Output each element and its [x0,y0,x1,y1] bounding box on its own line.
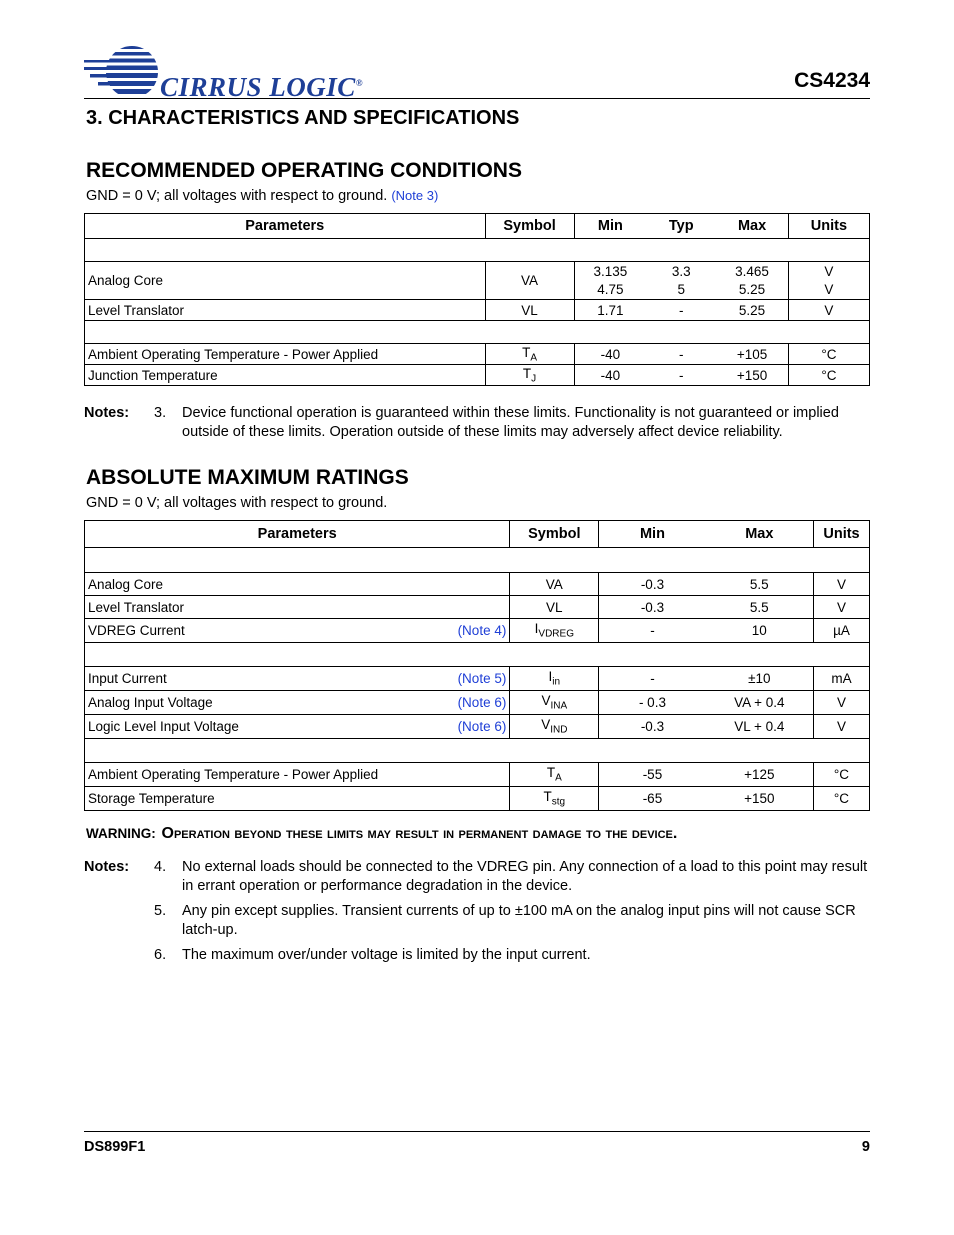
max-cell: 5.5 [706,573,814,596]
note-text: The maximum over/under voltage is limited by the input current. [182,947,591,963]
units-cell: µA [813,619,869,643]
col-header: Parameters [85,214,486,239]
units-cell: °C [788,344,869,365]
table-row [85,763,870,787]
min-cell: - [599,667,706,691]
min-cell: -0.3 [599,573,706,596]
typ-cell: - [646,344,716,365]
table-row [85,365,870,386]
col-header: Units [813,521,869,548]
max-cell: +105 [716,344,788,365]
group-row [85,643,870,667]
part-number: CS4234 [794,69,870,92]
max-cell: VA + 0.4 [706,691,814,715]
symbol-cell: $T_A$ [510,763,599,787]
param-cell: Logic Level Input Voltage (Note 6) [85,715,510,739]
note-number: 4. [154,859,167,875]
table-header [85,521,870,548]
col-header: Parameters [85,521,510,548]
max-cell: 5.25 [716,300,788,321]
param-cell: Junction Temperature [85,365,486,386]
note-5-link[interactable]: (Note 5) [457,671,507,686]
logo-wordmark: CIRRUS LOGIC® [160,72,364,102]
max-cell: +150 [716,365,788,386]
typ-cell: - [646,300,716,321]
symbol-cell: VA [485,262,574,300]
table-row [85,262,870,300]
max-cell: 5.5 [706,596,814,619]
symbol-cell: $V_{INA}$ [510,691,599,715]
col-header: Max [706,521,814,548]
typ-cell: 3.3 5 [646,262,716,300]
max-cell: 3.465 5.25 [716,262,788,300]
max-cell: VL + 0.4 [706,715,814,739]
symbol-cell: $I_{VDREG}$ [510,619,599,643]
symbol-cell: $T_{stg}$ [510,787,599,811]
param-cell: Storage Temperature [85,787,510,811]
table-row [85,573,870,596]
units-cell: mA [813,667,869,691]
symbol-cell: VL [510,596,599,619]
units-cell: °C [788,365,869,386]
min-cell: - [599,619,706,643]
min-cell: -0.3 [599,596,706,619]
param-cell: Analog Core [85,262,486,300]
roc-notes [84,404,874,448]
note-text: Device functional operation is guaranteed within these limits. Functionality is not guaranteed or implied outside of these limits. Operation outside of these limits may adversely affect device reliability. [182,405,839,440]
units-cell: V [813,691,869,715]
table-row [85,667,870,691]
roc-subtext: GND = 0 V; all voltages with respect to ground. (Note 3) [86,188,439,204]
note-number: 3. [154,405,167,421]
roc-heading: RECOMMENDED OPERATING CONDITIONS [86,159,522,182]
max-cell: ±10 [706,667,814,691]
roc-table [84,213,870,386]
symbol-cell: $T_J$ [485,365,574,386]
note-3-link[interactable]: (Note 3) [391,188,439,203]
param-cell: Analog Input Voltage (Note 6) [85,691,510,715]
note-item [84,946,874,965]
note-4-link[interactable]: (Note 4) [457,623,507,638]
page-number: 9 [861,1139,870,1155]
table-row [85,787,870,811]
col-header: Symbol [485,214,574,239]
notes-label: Notes: [84,859,130,875]
col-header: Max [716,214,788,239]
table-row [85,619,870,643]
units-cell: V [813,573,869,596]
min-cell: 3.135 4.75 [574,262,646,300]
table-row [85,691,870,715]
min-cell: 1.71 [574,300,646,321]
col-header: Typ [646,214,716,239]
col-header: Min [599,521,706,548]
min-cell: -0.3 [599,715,706,739]
units-cell: V [813,596,869,619]
units-cell: V [813,715,869,739]
document-id: DS899F1 [84,1139,146,1155]
amr-notes [84,858,874,971]
note-item [84,858,874,896]
param-cell: Analog Core [85,573,510,596]
note-item [84,404,874,442]
table-header [85,214,870,239]
col-header: Min [574,214,646,239]
note-text: Any pin except supplies. Transient currents of up to ±100 mA on the analog input pins will not cause SCR latch-up. [182,903,856,938]
max-cell: 10 [706,619,814,643]
note-number: 5. [154,903,167,919]
group-row [85,239,870,262]
param-cell: Level Translator [85,596,510,619]
param-cell: Level Translator [85,300,486,321]
param-cell: Input Current (Note 5) [85,667,510,691]
header-rule [84,98,870,99]
note-text: No external loads should be connected to the VDREG pin. Any connection of a load to this point may result in errant operation or performance degradation in the device. [182,859,868,894]
section-title: 3. CHARACTERISTICS AND SPECIFICATIONS [86,107,520,129]
note-number: 6. [154,947,167,963]
min-cell: -55 [599,763,706,787]
table-row [85,715,870,739]
units-cell: V V [788,262,869,300]
param-cell: Ambient Operating Temperature - Power Applied [85,763,510,787]
group-row [85,739,870,763]
group-row [85,548,870,573]
symbol-cell: VL [485,300,574,321]
max-cell: +150 [706,787,814,811]
table-row [85,300,870,321]
col-header: Units [788,214,869,239]
min-cell: -65 [599,787,706,811]
table-row [85,344,870,365]
typ-cell: - [646,365,716,386]
warning-text: WARNING: Operation beyond these limits may result in permanent damage to the device. [86,825,678,842]
max-cell: +125 [706,763,814,787]
group-row [85,321,870,344]
amr-heading: ABSOLUTE MAXIMUM RATINGS [86,466,409,489]
units-cell: °C [813,787,869,811]
symbol-cell: $T_A$ [485,344,574,365]
table-row [85,596,870,619]
notes-label: Notes: [84,405,130,421]
param-cell: VDREG Current (Note 4) [85,619,510,643]
footer-rule [84,1131,870,1132]
amr-subtext: GND = 0 V; all voltages with respect to ground. [86,495,388,511]
min-cell: - 0.3 [599,691,706,715]
units-cell: °C [813,763,869,787]
note-6-link[interactable]: (Note 6) [457,695,507,710]
col-header: Symbol [510,521,599,548]
symbol-cell: $V_{IND}$ [510,715,599,739]
min-cell: -40 [574,344,646,365]
param-cell: Ambient Operating Temperature - Power Applied [85,344,486,365]
note-item [84,902,874,940]
units-cell: V [788,300,869,321]
symbol-cell: $I_{in}$ [510,667,599,691]
note-6-link[interactable]: (Note 6) [457,719,507,734]
min-cell: -40 [574,365,646,386]
amr-table [84,520,870,811]
symbol-cell: VA [510,573,599,596]
